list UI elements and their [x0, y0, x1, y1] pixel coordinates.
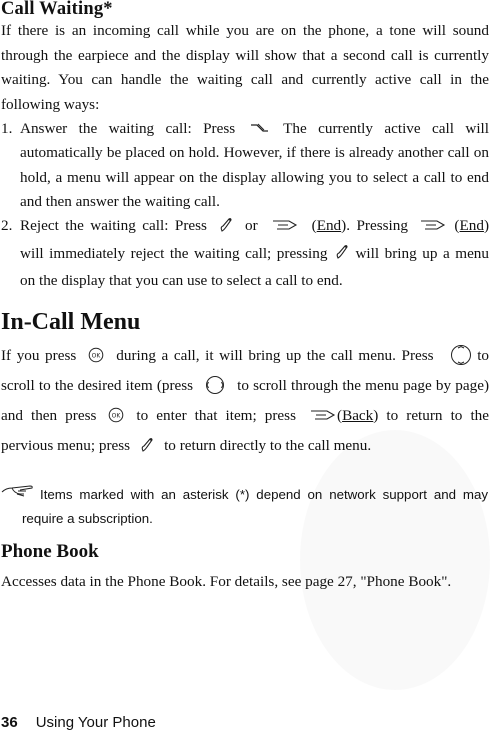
heading-in-call-menu: In-Call Menu	[1, 309, 141, 335]
item2-paren-open: (	[311, 217, 317, 234]
item2-text-b: ). Pressing	[341, 217, 408, 234]
call-waiting-intro: If there is an incoming call while you are on the phone, a tone will sound through the earpiece and the display will show that a second call is currently waiting. You can handle the waiting call and currently active call in the following ways:	[1, 22, 489, 113]
in-call-text-5: to enter that item; press	[136, 407, 296, 424]
end-softkey-label: End	[459, 217, 484, 234]
in-call-text-3: to scroll to the desired item (press	[1, 347, 490, 394]
in-call-text-4: to scroll through the menu page by page) and then press	[1, 377, 490, 424]
ok-key-icon	[88, 347, 104, 363]
svg-text:OK: OK	[91, 351, 101, 359]
list-number: 2.	[1, 217, 13, 234]
end-key-icon	[140, 437, 154, 453]
svg-text:OK: OK	[112, 411, 121, 419]
send-key-icon	[249, 122, 271, 134]
right-softkey-icon	[310, 409, 336, 421]
end-softkey-label: End	[316, 217, 342, 234]
in-call-text-7: to return directly to the call menu.	[164, 437, 372, 454]
phone-book-text: Accesses data in the Phone Book. For details, see page 27, "Phone Book".	[1, 573, 452, 590]
in-call-text-1: If you press	[1, 347, 77, 364]
end-key-icon	[335, 244, 349, 260]
item2-text-c: will immediately reject the waiting call; pressing	[20, 244, 328, 262]
item2-or: or	[244, 217, 258, 234]
heading-call-waiting: Call Waiting*	[1, 0, 113, 19]
item2-text-a: Reject the waiting call: Press	[20, 217, 207, 234]
item1-text-b: The currently active call will automatically be placed on hold. However, if there is already another call on hold, a menu will appear on the display allowing you to select a call to end and then answer the waiting call.	[20, 120, 489, 211]
background-watermark	[300, 430, 490, 690]
right-softkey-icon	[420, 219, 446, 231]
footer-section-title: Using Your Phone	[35, 714, 156, 731]
ok-key-icon	[108, 407, 124, 423]
back-softkey-label: Back	[342, 407, 374, 424]
item1-text-a: Answer the waiting call: Press	[20, 120, 236, 137]
page-footer	[1, 713, 156, 733]
end-key-icon	[219, 217, 233, 233]
item2-text-d: will bring up a menu on the display that you can use to select a call to end.	[20, 244, 489, 290]
navigation-key-icon	[205, 375, 225, 395]
in-call-text-2: during a call, it will bring up the call menu. Press	[116, 347, 434, 364]
list-number: 1.	[1, 120, 13, 137]
list-item-reject: 2. Reject the waiting call: Press or (End). Pressing (End) will immediately reject the waiting call; pressing will bring up a menu on the display that you can use to select a call to end.	[1, 212, 489, 295]
right-softkey-icon	[272, 219, 298, 231]
navigation-key-icon	[450, 344, 472, 366]
in-call-menu-text: If you press OK during a call, it will bring up the call menu. Press to scroll to the desired item (press to scroll through the menu page by page) and then press OK to enter that item; press (Back) to return to the pervious menu; press to return directly to the call menu.	[1, 341, 489, 461]
heading-phone-book: Phone Book	[1, 541, 99, 562]
in-call-text-6: ) to return to the pervious menu; press	[1, 407, 489, 454]
page-number: 36	[1, 714, 18, 731]
list-item-answer	[1, 117, 489, 215]
note-text: Items marked with an asterisk (*) depend on network support and may require a subscription.	[22, 487, 488, 526]
